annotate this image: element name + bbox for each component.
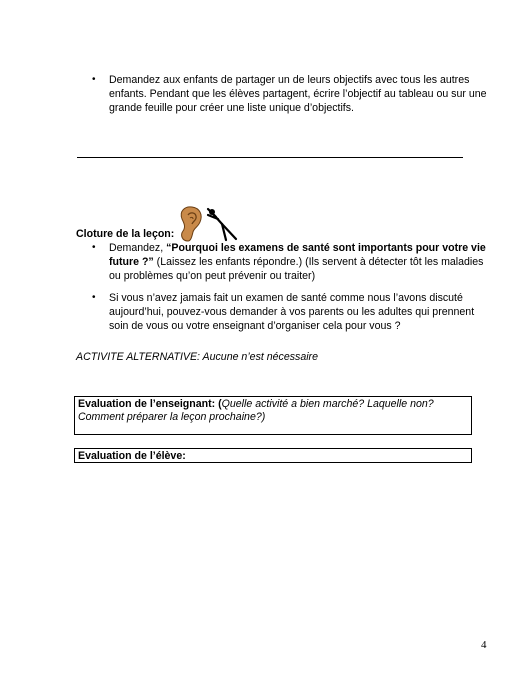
alternative-activity: ACTIVITE ALTERNATIVE: Aucune n’est nécessaire: [76, 351, 318, 363]
bullet-prefix: Demandez,: [109, 242, 167, 254]
bullet-marker: •: [92, 242, 96, 253]
teacher-evaluation-prompt: Quelle activité a bien marché? Laquelle non? Comment préparer la leçon prochaine?): [78, 398, 434, 423]
bullet-rest: (Laissez les enfants répondre.) (Ils servent à détecter tôt les maladies ou problèmes qu’on peut prévenir ou traiter): [109, 256, 484, 282]
page-number: 4: [481, 639, 487, 651]
bullet-marker: •: [92, 74, 96, 85]
horizontal-divider: [77, 157, 463, 158]
teacher-evaluation-label: Evaluation de l’enseignant: (: [78, 398, 222, 410]
ear-icon: [181, 207, 201, 241]
closing-icons: [178, 205, 242, 243]
teacher-evaluation-text: [75, 397, 471, 424]
list-item: [92, 73, 492, 115]
student-evaluation-box: [74, 448, 472, 463]
list-item-text: Demandez aux enfants de partager un de leurs objectifs avec tous les autres enfants. Pendant que les élèves partagent, écrire l’objectif au tableau ou sur une grande feuille pour créer une liste unique d’objectifs.: [109, 74, 487, 114]
list-item-text: Si vous n’avez jamais fait un examen de santé comme nous l’avons discuté aujourd’hui, pouvez-vous demander à vos parents ou les adultes qui prennent soin de vous ou votre enseignant d’organiser cela pour vous ?: [109, 292, 475, 332]
stretching-person-icon: [208, 209, 236, 240]
list-item: [92, 241, 492, 283]
question-text: “Pourquoi les examens de santé sont importants pour votre vie future ?”: [109, 242, 486, 268]
closing-section-title: Cloture de la leçon:: [76, 228, 175, 240]
teacher-evaluation-box: [74, 396, 472, 435]
bullet-marker: •: [92, 292, 96, 303]
list-item: [92, 291, 492, 333]
list-item-text: [109, 241, 492, 283]
student-evaluation-label: Evaluation de l’élève:: [78, 450, 186, 462]
